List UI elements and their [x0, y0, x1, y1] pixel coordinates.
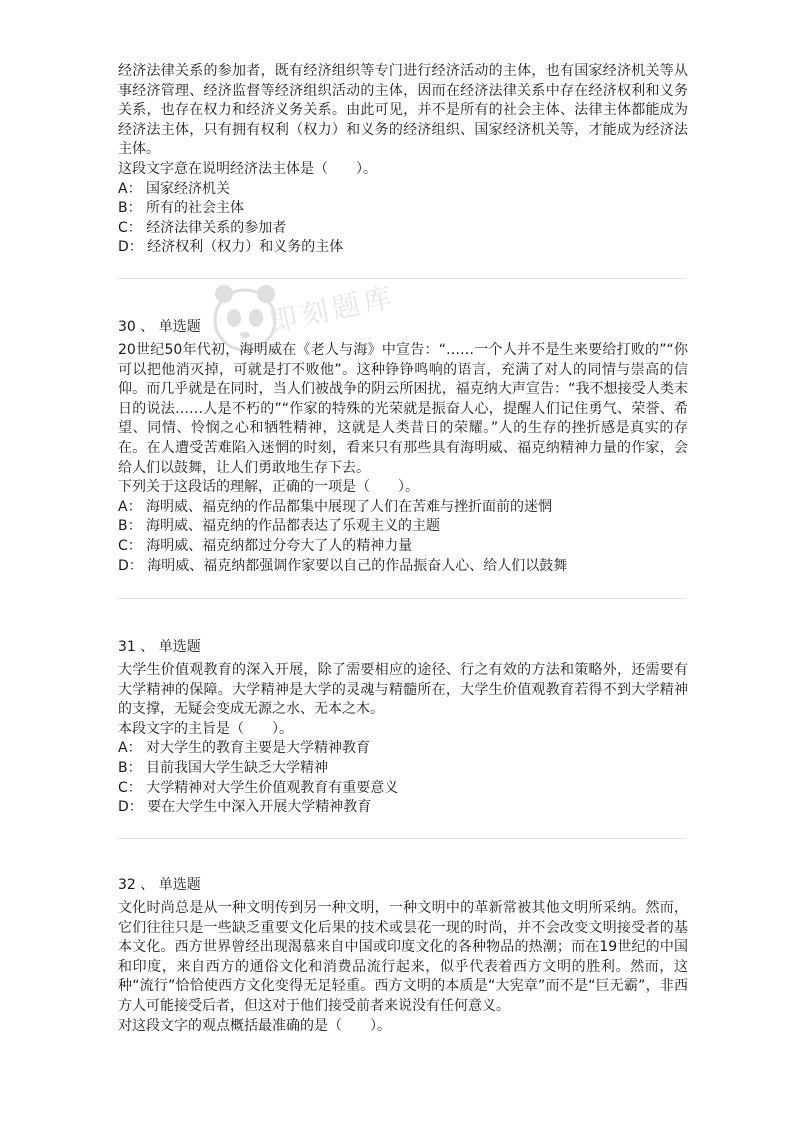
question-30-stem: 下列关于这段话的理解，正确的一项是（ ）。 [118, 479, 419, 496]
question-32-stem: 对这段文字的观点概括最准确的是（ ）。 [118, 1017, 391, 1034]
question-30 [118, 341, 688, 576]
question-32-header: 32 、 单选题 [118, 877, 201, 893]
question-29 [118, 62, 688, 258]
question-29-option-d[interactable]: D： 经济权利（权力）和义务的主体 [118, 239, 344, 256]
question-30-option-d[interactable]: D： 海明威、福克纳都强调作家要以自己的作品振奋人心、给人们以鼓舞 [118, 557, 568, 574]
question-30-header: 30 、 单选题 [118, 319, 201, 335]
divider [118, 838, 686, 839]
question-29-option-a[interactable]: A： 国家经济机关 [118, 180, 231, 197]
question-31-option-a[interactable]: A： 对大学生的教育主要是大学精神教育 [118, 740, 371, 757]
question-29-option-c[interactable]: C： 经济法律关系的参加者 [118, 219, 287, 236]
question-29-stem: 这段文字意在说明经济法主体是（ ）。 [118, 160, 377, 177]
question-30-option-a[interactable]: A： 海明威、福克纳的作品都集中展现了人们在苦难与挫折面前的迷惘 [118, 498, 553, 515]
divider [118, 598, 686, 599]
question-31-option-b[interactable]: B： 目前我国大学生缺乏大学精神 [118, 759, 329, 776]
divider [118, 278, 686, 279]
watermark-text: 即刻题库 [266, 280, 399, 339]
question-31-option-c[interactable]: C： 大学精神对大学生价值观教育有重要意义 [118, 779, 399, 796]
question-30-passage: 20世纪50年代初，海明威在《老人与海》中宣告：“……一个人并不是生来要给打败的”“你可以把他消灭掉，可就是打不败他”。这种铮铮鸣响的语言，充满了对人的同情与崇高的信仰。而几乎就是在同时，当人们被战争的阴云所困扰，福克纳大声宣告：“我不想接受人类末日的说法……人是不朽的”“作家的特殊的光荣就是振奋人心，提醒人们记住勇气、荣誉、希望、同情、怜悯之心和牺牲精神，这就是人类昔日的荣耀。”人的生存的挫折感是真实的存在。在人遭受苦难陷入迷惘的时刻，看来只有那些具有海明威、福克纳精神力量的作家，会给人们以鼓舞，让人们勇敢地生存下去。 [118, 342, 688, 476]
question-31-passage: 大学生价值观教育的深入开展，除了需要相应的途径、行之有效的方法和策略外，还需要有大学精神的保障。大学精神是大学的灵魂与精髓所在，大学生价值观教育若得不到大学精神的支撑，无疑会变成无源之水、无本之木。 [118, 662, 688, 718]
question-32-passage: 文化时尚总是从一种文明传到另一种文明，一种文明中的革新常被其他文明所采纳。然而，它们往往只是一些缺乏重要文化后果的技术或昙花一现的时尚，并不会改变文明接受者的基本文化。西方世界曾经出现渴慕来自中国或印度文化的各种物品的热潮；而在19世纪的中国和印度，来自西方的通俗文化和消费品流行起来，似乎代表着西方文明的胜利。然而，这种“流行”恰恰使西方文化变得无足轻重。西方文明的本质是“大宪章”而不是“巨无霸”，非西方人可能接受后者，但这对于他们接受前者来说没有任何意义。 [118, 900, 688, 1014]
question-29-passage: 经济法律关系的参加者，既有经济组织等专门进行经济活动的主体，也有国家经济机关等从事经济管理、经济监督等经济组织活动的主体，因而在经济法律关系中存在经济权利和义务关系，也存在权力和经济义务关系。由此可见，并不是所有的社会主体、法律主体都能成为经济法主体，只有拥有权利（权力）和义务的经济组织、国家经济机关等，才能成为经济法主体。 [118, 63, 688, 158]
question-30-option-b[interactable]: B： 海明威、福克纳的作品都表达了乐观主义的主题 [118, 518, 441, 535]
question-31 [118, 661, 688, 818]
question-32 [118, 899, 688, 1036]
question-31-stem: 本段文字的主旨是（ ）。 [118, 720, 293, 737]
question-31-header: 31 、 单选题 [118, 639, 201, 655]
question-30-option-c[interactable]: C： 海明威、福克纳都过分夸大了人的精神力量 [118, 537, 413, 554]
question-29-option-b[interactable]: B： 所有的社会主体 [118, 200, 245, 217]
question-31-option-d[interactable]: D： 要在大学生中深入开展大学精神教育 [118, 799, 372, 816]
